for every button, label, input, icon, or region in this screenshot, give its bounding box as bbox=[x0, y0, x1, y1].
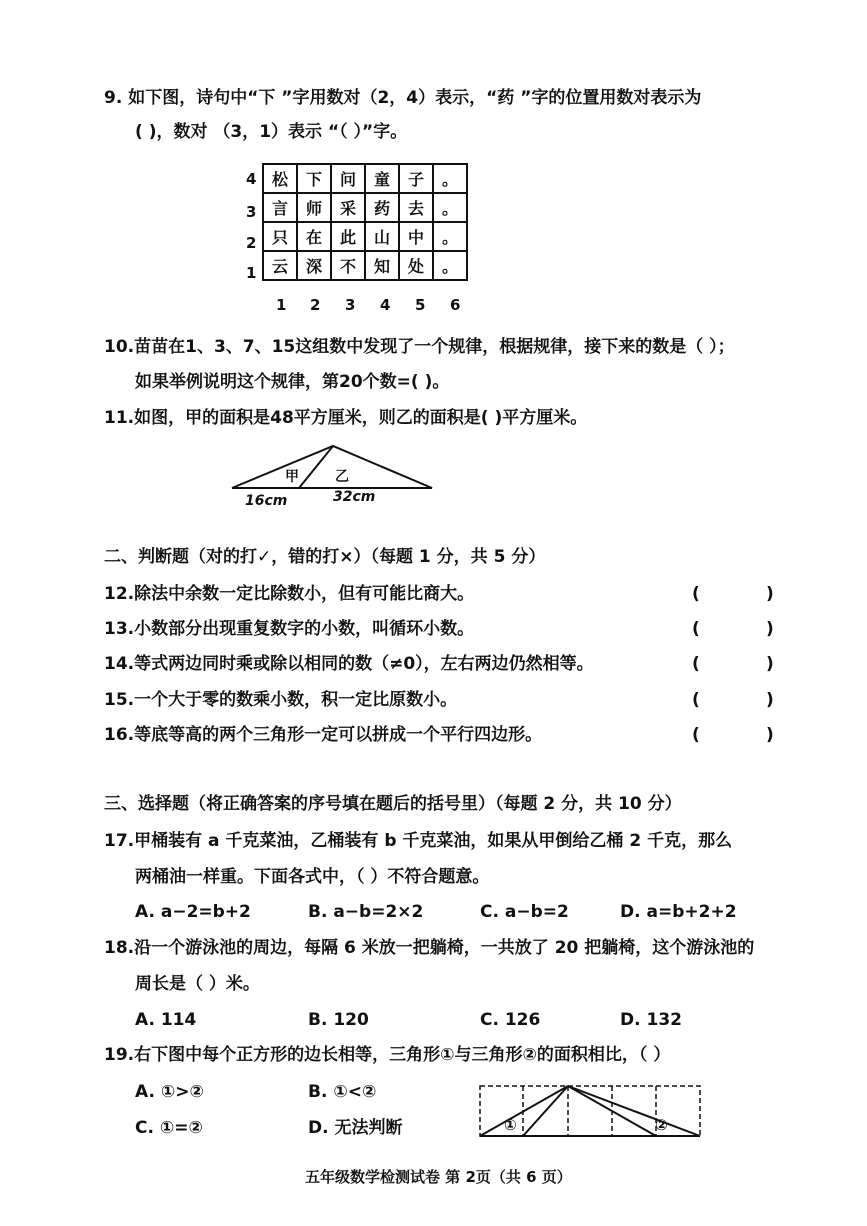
poem-grid bbox=[262, 163, 468, 281]
grid-cell: 药 bbox=[365, 193, 399, 222]
q12-paren-open: ( bbox=[692, 584, 700, 604]
q18-option-c: C. 126 bbox=[480, 1010, 541, 1030]
row-label-4: 4 bbox=[246, 170, 257, 188]
grid-cell: 子 bbox=[399, 164, 433, 193]
q15-text: 15.一个大于零的数乘小数，积一定比原数小。 bbox=[104, 690, 458, 710]
row-label-2: 2 bbox=[246, 234, 257, 252]
q18-line2: 周长是（ ）米。 bbox=[135, 974, 260, 994]
q18-line1: 18.沿一个游泳池的周边，每隔 6 米放一把躺椅，一共放了 20 把躺椅，这个游泳池的 bbox=[104, 938, 755, 958]
grid-cell: 言 bbox=[263, 193, 297, 222]
q17-line2: 两桶油一样重。下面各式中，（ ）不符合题意。 bbox=[135, 867, 490, 887]
grid-cell: 去 bbox=[399, 193, 433, 222]
grid-cell: 深 bbox=[297, 251, 331, 280]
q9-line1: 9. 如下图，诗句中“下 ”字用数对（2，4）表示，“药 ”字的位置用数对表示为 bbox=[104, 88, 702, 108]
grid-cell: 下 bbox=[297, 164, 331, 193]
q10-line1: 10.苗苗在1、3、7、15这组数中发现了一个规律，根据规律，接下来的数是（ ）； bbox=[104, 337, 735, 357]
grid-cell: 处 bbox=[399, 251, 433, 280]
q18-option-d: D. 132 bbox=[620, 1010, 682, 1030]
grid-cell: 问 bbox=[331, 164, 365, 193]
triangle2-label: ② bbox=[655, 1116, 668, 1134]
q14-text: 14.等式两边同时乘或除以相同的数（≠0），左右两边仍然相等。 bbox=[104, 654, 594, 674]
grid-cell: 只 bbox=[263, 222, 297, 251]
q16-paren-open: ( bbox=[692, 725, 700, 745]
q12-paren-close: ) bbox=[766, 584, 774, 604]
q13-paren-open: ( bbox=[692, 619, 700, 639]
q19-option-a: A. ①>② bbox=[135, 1082, 204, 1102]
q11-triangle-figure bbox=[0, 440, 867, 500]
q19-option-d: D. 无法判断 bbox=[308, 1118, 403, 1138]
grid-cell: 山 bbox=[365, 222, 399, 251]
q17-option-b: B. a−b=2×2 bbox=[308, 902, 424, 922]
q16-paren-close: ) bbox=[766, 725, 774, 745]
col-label-5: 5 bbox=[415, 296, 426, 314]
q15-paren-close: ) bbox=[766, 690, 774, 710]
grid-cell: 。 bbox=[433, 222, 467, 251]
grid-cell: 中 bbox=[399, 222, 433, 251]
grid-cell: 。 bbox=[433, 251, 467, 280]
q9-line2: ( )，数对 （3，1）表示 “（ ）”字。 bbox=[135, 122, 408, 142]
grid-cell: 童 bbox=[365, 164, 399, 193]
length-32cm: 32cm bbox=[333, 489, 376, 505]
grid-cell: 师 bbox=[297, 193, 331, 222]
grid-cell: 。 bbox=[433, 164, 467, 193]
q15-paren-open: ( bbox=[692, 690, 700, 710]
col-label-2: 2 bbox=[310, 296, 321, 314]
grid-cell: 采 bbox=[331, 193, 365, 222]
label-jia: 甲 bbox=[285, 469, 299, 485]
q12-text: 12.除法中余数一定比除数小，但有可能比商大。 bbox=[104, 584, 475, 604]
q11-line1: 11.如图，甲的面积是48平方厘米，则乙的面积是( )平方厘米。 bbox=[104, 408, 588, 428]
grid-cell: 知 bbox=[365, 251, 399, 280]
row-label-3: 3 bbox=[246, 203, 257, 221]
q17-option-d: D. a=b+2+2 bbox=[620, 902, 737, 922]
grid-cell: 云 bbox=[263, 251, 297, 280]
length-16cm: 16cm bbox=[245, 493, 288, 509]
col-label-1: 1 bbox=[276, 296, 287, 314]
q19-option-c: C. ①=② bbox=[135, 1118, 203, 1138]
q13-paren-close: ) bbox=[766, 619, 774, 639]
grid-cell: 在 bbox=[297, 222, 331, 251]
q17-line1: 17.甲桶装有 a 千克菜油，乙桶装有 b 千克菜油，如果从甲倒给乙桶 2 千克，那么 bbox=[104, 831, 733, 851]
grid-cell: 不 bbox=[331, 251, 365, 280]
q19-option-b: B. ①<② bbox=[308, 1082, 377, 1102]
q18-option-a: A. 114 bbox=[135, 1010, 197, 1030]
section2-title: 二、判断题（对的打✓，错的打×）（每题 1 分，共 5 分） bbox=[104, 547, 546, 567]
triangle1-label: ① bbox=[504, 1116, 517, 1134]
q14-paren-close: ) bbox=[766, 654, 774, 674]
q10-line2: 如果举例说明这个规律，第20个数=( )。 bbox=[135, 372, 450, 392]
q14-paren-open: ( bbox=[692, 654, 700, 674]
col-label-3: 3 bbox=[345, 296, 356, 314]
row-label-1: 1 bbox=[246, 264, 257, 282]
label-yi: 乙 bbox=[335, 469, 349, 485]
grid-cell: 此 bbox=[331, 222, 365, 251]
col-label-6: 6 bbox=[450, 296, 461, 314]
q17-option-c: C. a−b=2 bbox=[480, 902, 569, 922]
q18-option-b: B. 120 bbox=[308, 1010, 369, 1030]
q13-text: 13.小数部分出现重复数字的小数，叫循环小数。 bbox=[104, 619, 475, 639]
page-footer: 五年级数学检测试卷 第 2页（共 6 页） bbox=[305, 1168, 572, 1186]
section3-title: 三、选择题（将正确答案的序号填在题后的括号里）（每题 2 分，共 10 分） bbox=[104, 794, 682, 814]
q19-line1: 19.右下图中每个正方形的边长相等，三角形①与三角形②的面积相比，（ ） bbox=[104, 1045, 671, 1065]
col-label-4: 4 bbox=[380, 296, 391, 314]
grid-cell: 松 bbox=[263, 164, 297, 193]
q19-squares-figure bbox=[0, 1080, 867, 1140]
q17-option-a: A. a−2=b+2 bbox=[135, 902, 251, 922]
q16-text: 16.等底等高的两个三角形一定可以拼成一个平行四边形。 bbox=[104, 725, 543, 745]
grid-cell: 。 bbox=[433, 193, 467, 222]
